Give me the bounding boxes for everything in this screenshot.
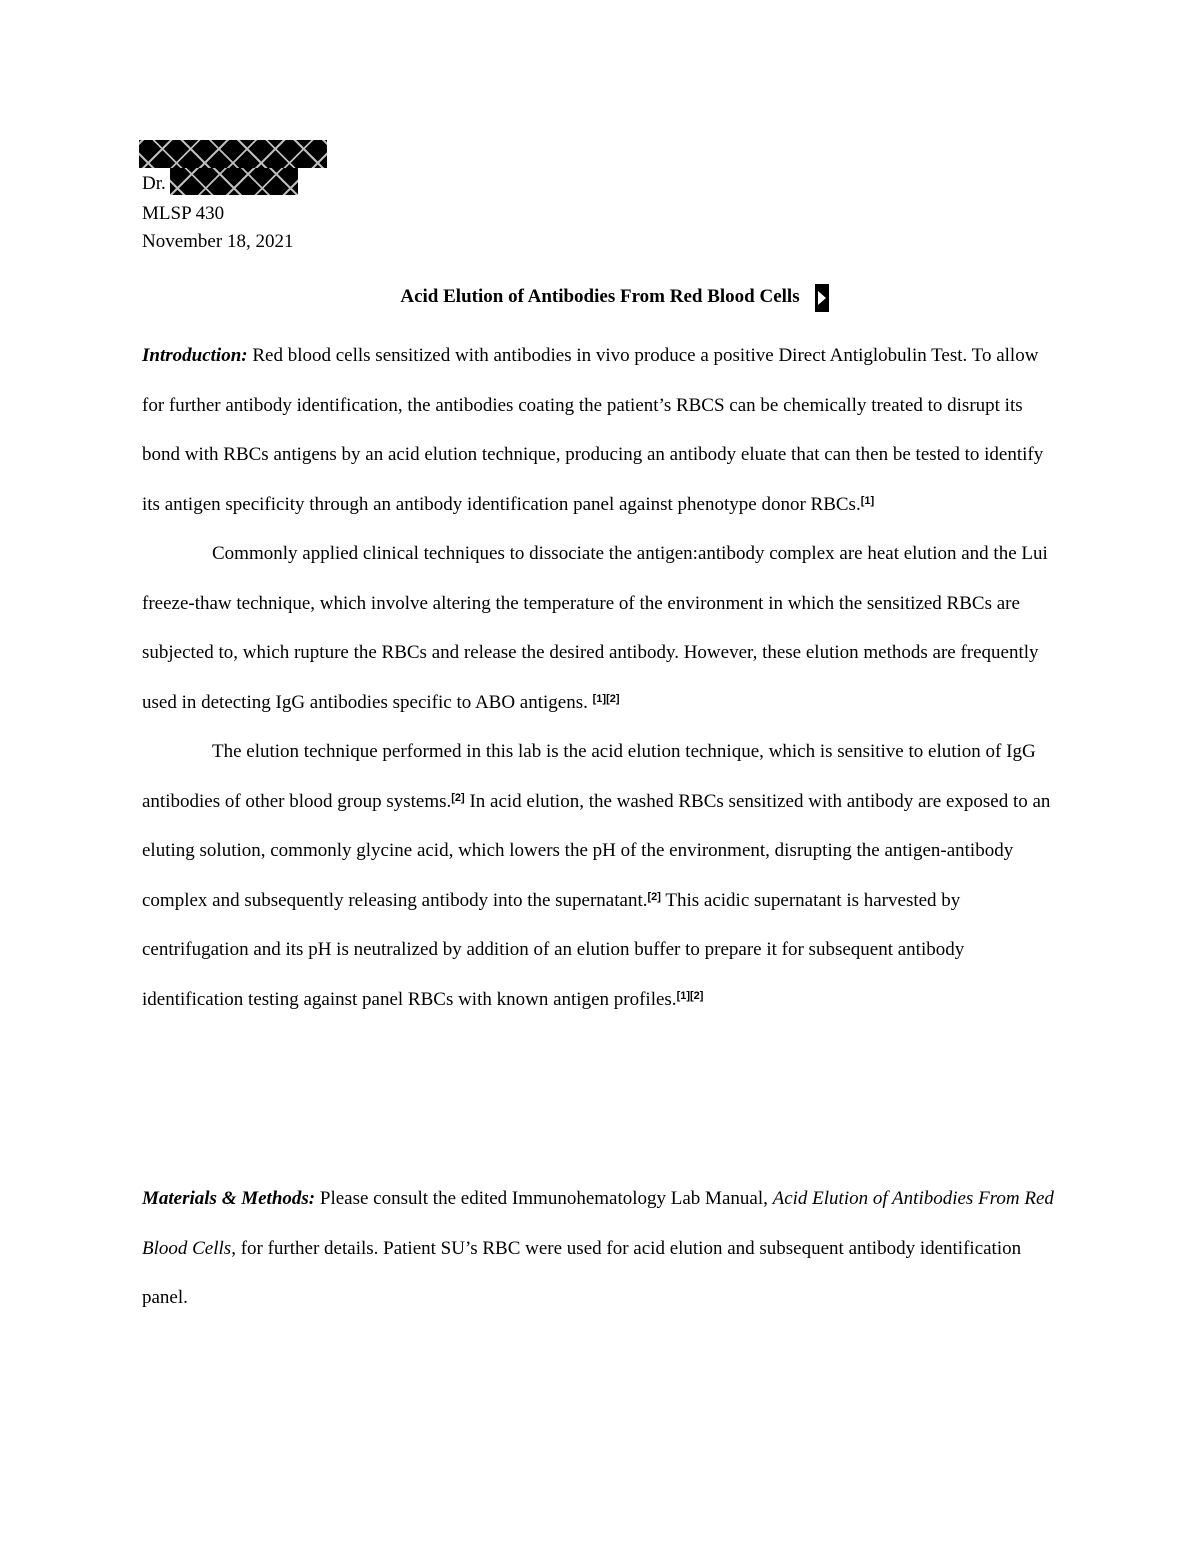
materials-text-a: Please consult the edited Immunohematology Lab Manual,	[315, 1188, 773, 1209]
materials-text-b: , for further details. Patient SU’s RBC were used for acid elution and subsequent antibody identification panel.	[142, 1237, 1022, 1308]
intro-paragraph-3-text-c: This acidic supernatant is harvested by centrifugation and its pH is neutralized by addition of an elution buffer to prepare it for subsequent antibody identification testing against panel RBCs with known antigen profiles.	[142, 889, 965, 1010]
intro-paragraph-3-text-b: In acid elution, the washed RBCs sensitized with antibody are exposed to an eluting solution, commonly glycine acid, which lowers the pH of the environment, disrupting the antigen-antibody complex and subsequently releasing antibody into the supernatant.	[142, 790, 1051, 911]
intro-paragraph-1-text: Red blood cells sensitized with antibodies in vivo produce a positive Direct Antiglobulin Test. To allow for further antibody identification, the antibodies coating the patient’s RBCS can be chemically treated to disrupt its bond with RBCs antigens by an acid elution technique, producing an antibody eluate that can then be tested to identify its antigen specificity through an antibody identification panel against phenotype donor RBCs.	[142, 345, 1044, 515]
materials-methods-section	[142, 1174, 1062, 1323]
citation-ref: [1][2]	[676, 989, 704, 1002]
citation-ref: [2]	[647, 890, 661, 903]
citation-ref: [1][2]	[592, 692, 620, 705]
materials-paragraph	[142, 1174, 1062, 1323]
redacted-name-block	[139, 140, 327, 168]
materials-methods-heading: Materials & Methods:	[142, 1188, 316, 1209]
document-date: November 18, 2021	[142, 231, 294, 252]
redaction-marker	[815, 284, 829, 312]
intro-paragraph-2-text: Commonly applied clinical techniques to dissociate the antigen:antibody complex are heat elution and the Lui freeze-thaw technique, which involve altering the temperature of the environment in which the sensitized RBCs are subjected to, which rupture the RBCs and release the desired antibody. However, these elution methods are frequently used in detecting IgG antibodies specific to ABO antigens.	[142, 543, 1048, 713]
introduction-section	[142, 331, 1062, 1024]
intro-paragraph-3-text-a: The elution technique performed in this lab is the acid elution technique, which is sensitive to elution of IgG antibodies of other blood group systems.	[142, 741, 1036, 812]
introduction-heading: Introduction:	[142, 345, 248, 366]
lab-manual-title: Acid Elution of Antibodies From Red Blood Cells	[142, 1188, 1054, 1259]
citation-ref: [2]	[451, 791, 465, 804]
intro-paragraph-2	[142, 529, 1062, 727]
instructor-label: Dr.	[142, 173, 166, 194]
intro-paragraph-3	[142, 727, 1062, 1024]
intro-paragraph-1	[142, 331, 1062, 529]
citation-ref: [1]	[860, 494, 875, 507]
redacted-instructor-block	[170, 168, 298, 195]
document-title: Acid Elution of Antibodies From Red Blood Cells	[400, 286, 800, 307]
course-code: MLSP 430	[142, 203, 225, 224]
